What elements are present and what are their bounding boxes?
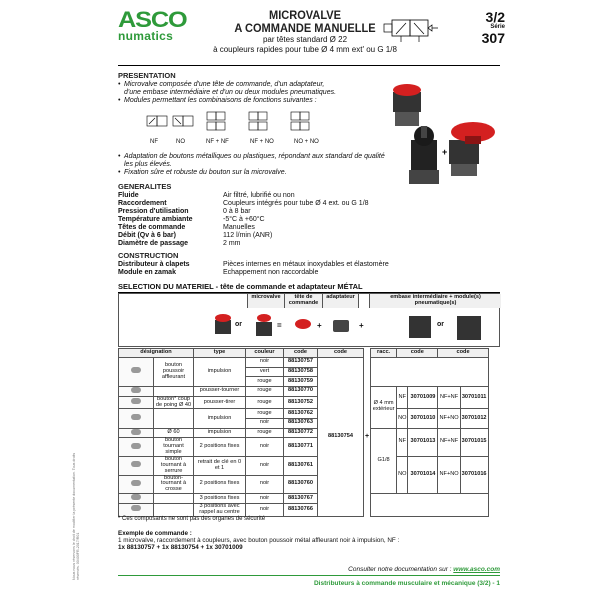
th-racc: racc. — [371, 349, 397, 358]
svg-text:+: + — [442, 147, 448, 157]
designation-image-cell — [119, 504, 154, 517]
button-thumbnail-icon — [131, 387, 141, 393]
generalites-section — [118, 183, 498, 248]
couleur-cell: noir — [246, 494, 284, 504]
embase-func: NO — [397, 456, 408, 493]
generalites-row — [118, 224, 498, 232]
photo-red-mushroom — [393, 84, 421, 126]
generalites-row — [118, 192, 498, 200]
selection-heading: SELECTION DU MATERIEL - tête de commande et adaptateur MÉTAL — [118, 283, 500, 293]
function-nf-no: NF + NO — [250, 139, 274, 145]
couleur-cell: noir — [246, 456, 284, 475]
embase-func: NF — [397, 428, 408, 456]
function-nf-nf: NF + NF — [206, 139, 229, 145]
designation-image-cell — [119, 409, 154, 428]
example-section — [118, 530, 498, 552]
embase-blank-bottom — [371, 494, 489, 517]
type-cell: impulsion — [194, 409, 246, 428]
couleur-cell: noir — [246, 475, 284, 494]
or-2: or — [437, 321, 444, 328]
designation-image-cell — [119, 438, 154, 457]
construction-heading: CONSTRUCTION — [118, 251, 179, 260]
col-tete: tête de commande — [285, 294, 323, 308]
couleur-cell: rouge — [246, 386, 284, 396]
couleur-cell: noir — [246, 418, 284, 428]
bullet-2: • Modules permettant les combinaisons de fonctions suivantes : — [118, 96, 317, 104]
couleur-cell: rouge — [246, 409, 284, 419]
designation-cell: bouton tournant à serrure — [154, 456, 194, 475]
type-cell: 3 positions avec rappel au centre — [194, 504, 246, 517]
img-embase1 — [409, 316, 431, 338]
code-cell: 88130757 — [284, 358, 318, 368]
code-cell: 88130761 — [284, 456, 318, 475]
type-cell: 2 positions fixes — [194, 438, 246, 457]
or-1: or — [235, 321, 242, 328]
selection-table — [118, 348, 489, 517]
generalites-heading: GENERALITES — [118, 182, 172, 191]
embase-func2: NF+NF — [438, 386, 460, 409]
selection-image-row — [118, 293, 500, 347]
subtitle-line2: à coupleurs rapides pour tube Ø 4 mm ext' ou G 1/8 — [213, 45, 397, 54]
function-labels — [150, 139, 350, 146]
bullet-3: • Adaptation de boutons métalliques ou plastiques, répondant aux standard de qualité les plus élevés. — [118, 153, 388, 169]
embase-func2: NF+NF — [438, 428, 460, 456]
designation-image-cell — [119, 428, 154, 438]
designation-image-cell — [119, 475, 154, 494]
serie-label: Série — [490, 24, 505, 30]
embase-code: 30701014 — [408, 456, 438, 493]
code-cell: 88130759 — [284, 377, 318, 387]
generalites-row — [118, 240, 498, 248]
img-embase2 — [457, 316, 481, 340]
bullet-1: • Microvalve composée d'une tête de commande, d'un adaptateur, d'une embase intermédiaire et d'un ou deux modules pneumatiques. — [118, 81, 378, 97]
col-adaptateur: adaptateur — [323, 294, 359, 308]
asco-url-link[interactable]: www.asco.com — [453, 566, 500, 573]
designation-cell: bouton- tournant à crosse — [154, 475, 194, 494]
table-row — [119, 456, 489, 475]
button-thumbnail-icon — [131, 461, 141, 467]
subtitle-line1: par têtes standard Ø 22 — [262, 35, 348, 44]
example-heading: Exemple de commande : — [118, 530, 192, 537]
embase-code2: 30701011 — [460, 386, 488, 409]
code-cell: 88130752 — [284, 396, 318, 409]
logo-numatics: numatics — [118, 29, 174, 43]
plus-2: + — [359, 321, 364, 330]
embase-func2: NF+NO — [438, 409, 460, 428]
img-adaptateur — [333, 320, 349, 332]
generalites-key: Diamètre de passage — [118, 239, 189, 247]
embase-code: 30701009 — [408, 386, 438, 409]
designation-cell — [154, 504, 194, 517]
designation-cell: Ø 60 — [154, 428, 194, 438]
table-row — [119, 386, 489, 396]
code-cell: 88130760 — [284, 475, 318, 494]
th-couleur: couleur — [246, 349, 284, 358]
button-thumbnail-icon — [131, 480, 141, 486]
bullet-4: • Fixation sûre et robuste du bouton sur la microvalve. — [118, 169, 287, 177]
eq-sign: = — [277, 321, 282, 330]
serie-number: 307 — [481, 30, 505, 46]
embase-code2: 30701016 — [460, 456, 488, 493]
code-cell: 88130766 — [284, 504, 318, 517]
plus-1: + — [317, 321, 322, 330]
header-divider — [118, 65, 500, 66]
generalites-value: Manuelles — [223, 223, 255, 231]
code-cell: 88130770 — [284, 386, 318, 396]
presentation-heading: PRESENTATION — [118, 71, 176, 80]
series-block — [482, 10, 505, 45]
bullet-3a: Adaptation de boutons métalliques ou plastiques, répondant aux standard de qualité — [124, 153, 385, 160]
type-cell: 2 positions fixes — [194, 475, 246, 494]
couleur-cell: rouge — [246, 428, 284, 438]
construction-row — [118, 269, 498, 277]
footer-divider — [118, 575, 500, 576]
embase-func2: NF+NO — [438, 456, 460, 493]
col-microvalve: microvalve — [247, 294, 285, 308]
code-cell: 88130772 — [284, 428, 318, 438]
product-photos — [385, 70, 500, 190]
designation-image-cell — [119, 358, 154, 387]
designation-cell — [154, 409, 194, 428]
side-legal: Nous nous réservons le droit de modifier la présente documentation. Tous droits réservés. 00400FR-2017/R01 — [72, 452, 81, 580]
ratio: 3/2 — [485, 9, 505, 25]
code-cell: 88130767 — [284, 494, 318, 504]
designation-cell: bouton tournant simple — [154, 438, 194, 457]
couleur-cell: vert — [246, 367, 284, 377]
img-tete — [295, 319, 311, 329]
designation-image-cell — [119, 456, 154, 475]
th-code4: code — [438, 349, 488, 358]
img-microvalve — [256, 314, 272, 336]
doc-link-line — [348, 566, 500, 573]
th-designation: désignation — [119, 349, 194, 358]
construction-value: Echappement non raccordable — [223, 268, 319, 276]
designation-cell: bouton poussoir affleurant — [154, 358, 194, 387]
construction-key: Distributeur à clapets — [118, 260, 190, 268]
button-thumbnail-icon — [131, 367, 141, 373]
table-row — [119, 494, 489, 504]
generalites-value: Air filtré, lubrifié ou non — [223, 191, 295, 199]
button-thumbnail-icon — [131, 398, 141, 404]
generalites-row — [118, 208, 498, 216]
bullet-1a: Microvalve composée d'une tête de commande, d'un adaptateur, — [124, 80, 325, 88]
code-cell: 88130758 — [284, 367, 318, 377]
couleur-cell: rouge — [246, 396, 284, 409]
table-row — [119, 409, 489, 419]
type-cell: 3 positions fixes — [194, 494, 246, 504]
col-embase: embase intermédiaire + module(s) pneumatique(s) — [369, 294, 501, 308]
generalites-key: Débit (Qv à 6 bar) — [118, 231, 176, 239]
valve-symbol-icon — [382, 14, 440, 44]
bullet-2-text: Modules permettant les combinaisons de fonctions suivantes : — [124, 96, 317, 104]
generalites-row — [118, 232, 498, 240]
embase-func: NF — [397, 386, 408, 409]
logo-asco: ASCO — [118, 7, 187, 32]
construction-section — [118, 252, 498, 277]
table-row — [119, 358, 489, 368]
function-nf: NF — [150, 139, 158, 145]
th-code3: code — [397, 349, 438, 358]
bullet-3b: les plus élevés. — [124, 161, 172, 169]
generalites-key: Têtes de commande — [118, 223, 186, 231]
code-cell: 88130771 — [284, 438, 318, 457]
button-thumbnail-icon — [131, 443, 141, 449]
presentation-section — [118, 72, 378, 105]
example-line2: 1x 88130757 + 1x 88130754 + 1x 30701009 — [118, 544, 243, 552]
example-line1: 1 microvalve, raccordement à coupleurs, avec bouton poussoir métal affleurant noir à impulsion, NF : — [118, 537, 400, 545]
generalites-value: Coupleurs intégrés pour tube Ø 4 ext. ou G 1/8 — [223, 199, 369, 207]
title-line2: A COMMANDE MANUELLE — [234, 21, 376, 35]
th-code2: code — [318, 349, 364, 358]
generalites-key: Raccordement — [118, 199, 167, 207]
generalites-key: Pression d'utilisation — [118, 207, 189, 215]
plus-separator: + — [365, 433, 370, 441]
bullets-bottom — [118, 153, 388, 177]
asco-logo — [118, 7, 190, 43]
racc-cell: G1/8 — [371, 428, 397, 494]
page-title — [200, 9, 410, 55]
designation-cell — [154, 494, 194, 504]
racc-cell: Ø 4 mm extérieur — [371, 386, 397, 428]
construction-key: Module en zamak — [118, 268, 176, 276]
img-red-button — [215, 314, 231, 334]
button-thumbnail-icon — [131, 429, 141, 435]
designation-image-cell — [119, 386, 154, 396]
photo-selector — [409, 126, 439, 184]
couleur-cell: noir — [246, 504, 284, 517]
type-cell: impulsion — [194, 428, 246, 438]
code-cell: 88130763 — [284, 418, 318, 428]
couleur-cell: noir — [246, 358, 284, 368]
adapt-code-cell: 88130754 — [318, 358, 364, 517]
embase-code: 30701010 — [408, 409, 438, 428]
designation-cell — [154, 386, 194, 396]
footer-title: Distributeurs à commande musculaire et mécanique (3/2) - 1 — [313, 580, 500, 587]
photo-red-punch — [449, 122, 495, 176]
embase-code: 30701013 — [408, 428, 438, 456]
generalites-key: Fluide — [118, 191, 139, 199]
couleur-cell: noir — [246, 438, 284, 457]
couleur-cell: rouge — [246, 377, 284, 387]
designation-image-cell — [119, 494, 154, 504]
button-thumbnail-icon — [131, 505, 141, 511]
th-type: type — [194, 349, 246, 358]
generalites-value: 2 mm — [223, 239, 241, 247]
safety-note: * Ces composants ne sont pas des organes de sécurité — [118, 516, 266, 522]
button-thumbnail-icon — [131, 414, 141, 420]
designation-image-cell — [119, 396, 154, 409]
type-cell: impulsion — [194, 358, 246, 387]
bullet-4-text: Fixation sûre et robuste du bouton sur la microvalve. — [124, 169, 287, 177]
embase-code2: 30701015 — [460, 428, 488, 456]
bullet-1b: d'une embase intermédiaire et d'un ou deux modules pneumatiques. — [124, 88, 337, 96]
function-no: NO — [176, 139, 185, 145]
function-no-no: NO + NO — [294, 139, 319, 145]
designation-cell: bouton* coup de poing Ø 40 — [154, 396, 194, 409]
title-line1: MICROVALVE — [269, 8, 341, 22]
code-cell: 88130762 — [284, 409, 318, 419]
type-cell: pousser-tourner — [194, 386, 246, 396]
generalites-row — [118, 200, 498, 208]
embase-blank — [371, 358, 489, 387]
th-code: code — [284, 349, 318, 358]
type-cell: pousser-tirer — [194, 396, 246, 409]
generalites-value: -5°C à +60°C — [223, 215, 265, 223]
button-thumbnail-icon — [131, 494, 141, 500]
generalites-value: 112 l/min (ANR) — [223, 231, 273, 239]
doc-text: Consulter notre documentation sur : — [348, 566, 454, 573]
selection-table-wrap — [118, 348, 489, 517]
construction-row — [118, 261, 498, 269]
generalites-key: Température ambiante — [118, 215, 193, 223]
construction-value: Pièces internes en métaux inoxydables et élastomère — [223, 260, 389, 268]
generalites-row — [118, 216, 498, 224]
embase-code2: 30701012 — [460, 409, 488, 428]
generalites-value: 0 à 8 bar — [223, 207, 251, 215]
embase-func: NO — [397, 409, 408, 428]
type-cell: retrait de clé en 0 et 1 — [194, 456, 246, 475]
